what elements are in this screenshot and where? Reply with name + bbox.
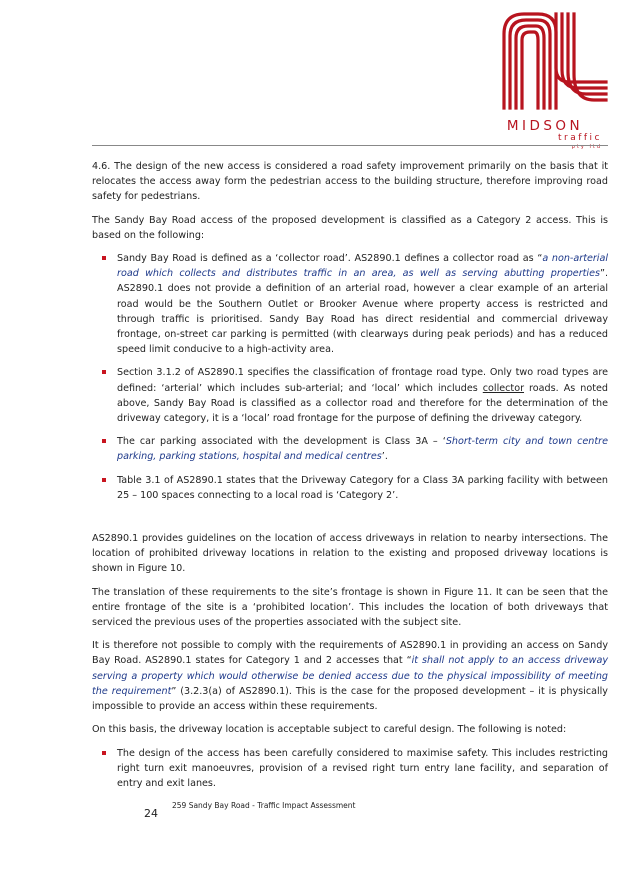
bullet-icon [102,751,106,755]
midson-logo-mark [500,8,610,116]
bullet-icon [102,439,106,443]
list-text: Section 3.1.2 of AS2890.1 specifies the classification of frontage road type. Only two road types are defined: ‘arterial’ which includes sub-arterial; and ‘local’ which includes [117,367,608,394]
list-item [92,746,608,792]
paragraph: The translation of these requirements to the site’s frontage is shown in Figure 11. It can be seen that the entire frontage of the site is a ‘prohibited location’. This includes the location of both driveways that serviced the previous uses of the properties associated with the subject site. [92,586,608,629]
company-logo [480,8,620,150]
quoted-text: it shall not apply to an access driveway serving a property which would otherwise be denied access due to the physical impossibility of meeting the requirement [92,655,609,697]
quoted-text: a non-arterial road which collects and distributes traffic in an area, as well as serving abutting properties [117,253,609,280]
list-text: ”. AS2890.1 does not provide a definition of an arterial road, however a clear example of an arterial road would be the Southern Outlet or Brooker Avenue where property access is restricted and through traffic is prioritised. Sandy Bay Road has direct residential and commercial driveway frontage, on-street car parking is permitted (with clearways during peak periods) and has a reduced speed limit conducive to a high-activity area. [117,268,608,356]
list-text: roads. As noted above, Sandy Bay Road is classified as a collector road and therefore for the determination of the driveway category, it is a ‘local’ road frontage for the purpose of defining the driveway category. [117,382,608,425]
logo-name: MIDSON [506,118,584,134]
bullet-list [92,746,608,792]
paragraph: 4.6. The design of the new access is considered a road safety improvement primarily on the basis that it relocates the access away form the pedestrian access to the building structure, therefore improving road safety for pedestrians. [92,161,608,203]
logo-subtitle-small: pty ltd [571,144,602,150]
list-item [92,473,608,503]
paragraph-text: It is therefore not possible to comply with the requirements of AS2890.1 in providing an access on Sandy Bay Road. AS2890.1 states for Category 1 and 2 accesses that “ [92,640,608,667]
document-body [92,159,608,799]
list-text: Table 3.1 of AS2890.1 states that the Driveway Category for a Class 3A parking facility with between 25 – 100 spaces connecting to a local road is ‘Category 2’. [117,474,608,501]
quoted-text: Short-term city and town centre parking, parking stations, hospital and medical centres [117,436,608,463]
paragraph-text: ” (3.2.3(a) of AS2890.1). This is the case for the proposed development – it is physically impossible to provide an access within these requirements. [92,685,608,713]
list-text: ’. [381,451,388,463]
logo-subtitle: traffic [557,133,602,143]
paragraph: On this basis, the driveway location is acceptable subject to careful design. The following is noted: [92,724,567,736]
list-text: Sandy Bay Road is defined as a ‘collector road’. AS2890.1 defines a collector road as “ [117,253,543,265]
list-item [92,251,608,357]
list-text: The car parking associated with the development is Class 3A – ‘ [117,436,446,448]
footer-title: 259 Sandy Bay Road - Traffic Impact Assessment [172,801,356,810]
list-item [92,434,608,464]
page-number: 24 [144,807,158,820]
bullet-icon [102,370,106,374]
paragraph: AS2890.1 provides guidelines on the location of access driveways in relation to nearby intersections. The location of prohibited driveway locations in relation to the existing and proposed driveway locations is shown in Figure 10. [92,533,608,575]
bullet-icon [102,256,106,260]
bullet-list [92,251,608,503]
paragraph [92,638,608,714]
list-text: The design of the access has been carefully considered to maximise safety. This includes restricting right turn exit manoeuvres, provision of a revised right turn entry lane facility, and separation of entry and exit lanes. [117,747,608,789]
header-divider [92,145,608,146]
list-item [92,365,608,426]
bullet-icon [102,478,106,482]
paragraph: The Sandy Bay Road access of the proposed development is classified as a Category 2 access. This is based on the following: [92,214,608,241]
underlined-text: collector [482,382,525,394]
